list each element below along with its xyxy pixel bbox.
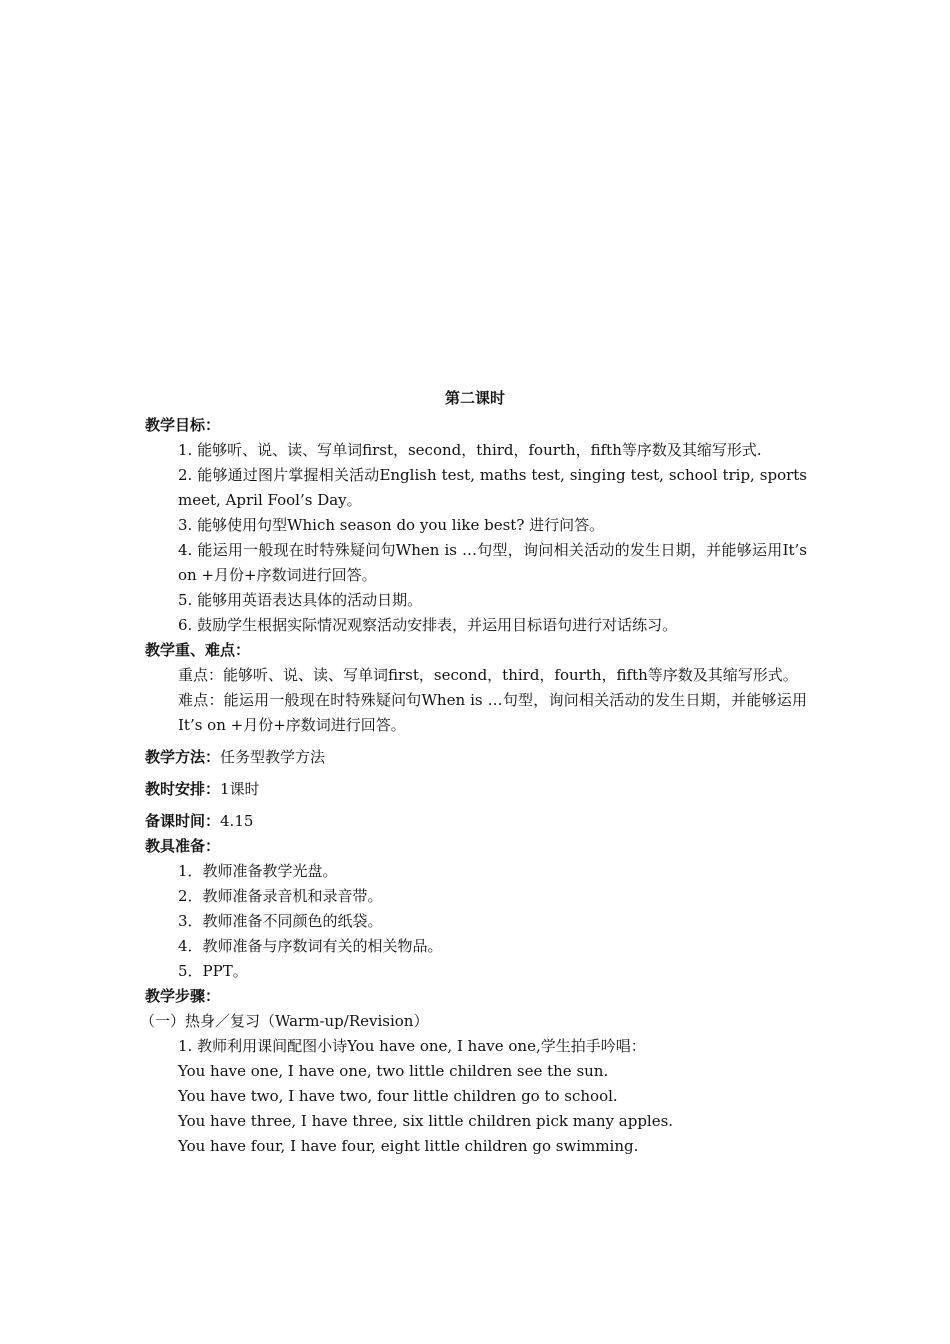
section-warmup: （一）热身／复习（Warm-up/Revision） xyxy=(140,1012,429,1030)
schedule-label: 教时安排： xyxy=(145,780,221,798)
step-item: 1. 教师利用课间配图小诗You have one, I have one,学生拍手吟唱： xyxy=(178,1037,646,1055)
schedule-row xyxy=(145,777,807,802)
material-item: 1．教师准备教学光盘。 xyxy=(178,862,338,880)
poem-line: You have two, I have two, four little children go to school. xyxy=(178,1087,618,1105)
key-point: 重点：能够听、说、读、写单词first，second，third，fourth，fifth等序数及其缩写形式。 xyxy=(178,666,798,684)
objective-item: 2. 能够通过图片掌握相关活动English test, maths test, singing test, school trip, sports meet, April Fool’s Day。 xyxy=(178,466,807,509)
steps-heading: 教学步骤： xyxy=(145,987,221,1005)
prep-time-label: 备课时间： xyxy=(145,812,221,830)
lesson-content xyxy=(140,413,807,1159)
material-item: 2．教师准备录音机和录音带。 xyxy=(178,887,383,905)
objective-item: 6. 鼓励学生根据实际情况观察活动安排表，并运用目标语句进行对话练习。 xyxy=(178,616,678,634)
lesson-title: 第二课时 xyxy=(444,389,505,407)
materials-heading: 教具准备： xyxy=(145,837,221,855)
method-value: 任务型教学方法 xyxy=(220,748,326,766)
prep-time-row xyxy=(145,809,807,834)
objectives-heading: 教学目标： xyxy=(145,416,221,434)
poem-line: You have four, I have four, eight little children go swimming. xyxy=(178,1137,639,1155)
method-row xyxy=(145,745,807,770)
material-item: 5．PPT。 xyxy=(178,962,248,980)
objective-item: 4. 能运用一般现在时特殊疑问句When is …句型，询问相关活动的发生日期，并能够运用It’s on +月份+序数词进行回答。 xyxy=(178,541,807,584)
key-points-heading: 教学重、难点： xyxy=(145,641,251,659)
material-item: 4．教师准备与序数词有关的相关物品。 xyxy=(178,937,443,955)
difficult-point: 难点：能运用一般现在时特殊疑问句When is …句型，询问相关活动的发生日期，并能够运用It’s on +月份+序数词进行回答。 xyxy=(178,691,807,734)
prep-time-value: 4.15 xyxy=(220,812,254,830)
material-item: 3．教师准备不同颜色的纸袋。 xyxy=(178,912,383,930)
schedule-value: 1课时 xyxy=(220,780,260,798)
poem-line: You have three, I have three, six little children pick many apples. xyxy=(178,1112,674,1130)
objective-item: 3. 能够使用句型Which season do you like best? 进行问答。 xyxy=(178,516,605,534)
objective-item: 5. 能够用英语表达具体的活动日期。 xyxy=(178,591,423,609)
poem-line: You have one, I have one, two little children see the sun. xyxy=(178,1062,609,1080)
objective-item: 1. 能够听、说、读、写单词first，second，third，fourth，fifth等序数及其缩写形式. xyxy=(178,441,762,459)
method-label: 教学方法： xyxy=(145,748,221,766)
